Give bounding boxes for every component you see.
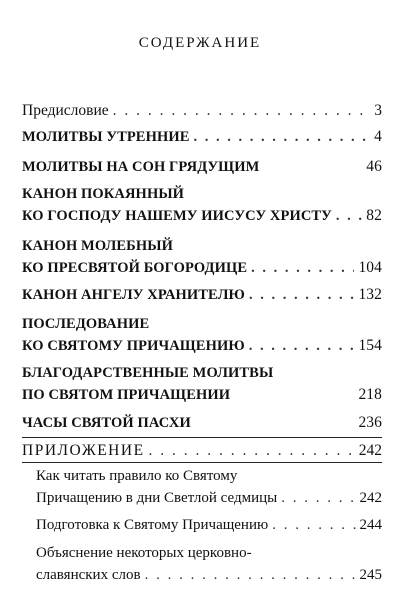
- toc-heading: СОДЕРЖАНИЕ: [138, 35, 262, 51]
- toc-entry-title-line2: славянских слов: [36, 567, 141, 583]
- toc-page-number: 3: [374, 102, 382, 119]
- toc-entry-title-line1: Как читать правило ко Святому: [36, 468, 238, 484]
- toc-entry-thanksgiving-prayers[interactable]: [22, 362, 382, 406]
- toc-page-number: 104: [358, 259, 382, 276]
- toc-entry-preface[interactable]: [22, 100, 382, 122]
- toc-entry-title-line2: Причащению в дни Светлой седмицы: [36, 490, 278, 506]
- toc-page-number: 82: [366, 207, 382, 224]
- toc-entry-title-line2: КО ПРЕСВЯТОЙ БОГОРОДИЦЕ: [22, 260, 248, 276]
- toc-page-number: 154: [358, 337, 382, 354]
- toc-entry-penitential-canon[interactable]: [22, 183, 382, 227]
- dot-leader: [249, 335, 355, 357]
- toc-page-number: 242: [358, 442, 382, 459]
- dot-leader: [149, 440, 355, 462]
- toc-entry-appendix[interactable]: [22, 440, 382, 462]
- toc-page-number: 46: [366, 158, 382, 175]
- toc-page-number: 132: [358, 286, 382, 303]
- toc-entry-paschal-hours[interactable]: [22, 412, 382, 434]
- toc-page-number: 4: [374, 128, 382, 145]
- dot-leader: [145, 564, 356, 586]
- toc-entry-title: Подготовка к Святому Причащению: [36, 517, 269, 533]
- toc-entry-title-line1: ПОСЛЕДОВАНИЕ: [22, 316, 150, 332]
- toc-page-number: 244: [359, 517, 382, 533]
- dot-leader: [336, 205, 362, 227]
- toc-entry-title: КАНОН АНГЕЛУ ХРАНИТЕЛЮ: [22, 287, 245, 303]
- dot-leader: [249, 284, 354, 306]
- dot-leader: [113, 100, 371, 122]
- toc-entry-title-line1: БЛАГОДАРСТВЕННЫЕ МОЛИТВЫ: [22, 365, 274, 381]
- toc-entry-morning-prayers[interactable]: [22, 126, 382, 148]
- section-divider-bottom: [22, 462, 382, 463]
- dot-leader: [251, 257, 354, 279]
- toc-entry-evening-prayers[interactable]: [22, 156, 382, 178]
- toc-subentry-preparation[interactable]: [36, 514, 382, 536]
- toc-subentry-glossary[interactable]: [36, 542, 382, 586]
- dot-leader: [281, 487, 355, 509]
- toc-entry-title: Предисловие: [22, 102, 109, 119]
- dot-leader: [193, 126, 370, 148]
- toc-entry-title: ЧАСЫ СВЯТОЙ ПАСХИ: [22, 415, 191, 431]
- toc-page-number: 236: [358, 414, 382, 431]
- toc-page-number: 242: [359, 490, 382, 506]
- toc-entry-supplicatory-canon[interactable]: [22, 235, 382, 279]
- toc-subentry-bright-week[interactable]: [36, 465, 382, 509]
- dot-leader: [272, 514, 355, 536]
- toc-entry-title-line1: Объяснение некоторых церковно-: [36, 545, 252, 561]
- section-divider-top: [22, 437, 382, 438]
- toc-entry-title: МОЛИТВЫ УТРЕННИЕ: [22, 129, 190, 145]
- toc-entry-title: ПРИЛОЖЕНИЕ: [22, 442, 145, 459]
- toc-entry-title-line2: КО СВЯТОМУ ПРИЧАЩЕНИЮ: [22, 338, 245, 354]
- toc-entry-communion-rule[interactable]: [22, 313, 382, 357]
- toc-entry-title-line2: ПО СВЯТОМ ПРИЧАЩЕНИИ: [22, 387, 231, 403]
- toc-page-number: 245: [359, 567, 382, 583]
- toc-entry-title: МОЛИТВЫ НА СОН ГРЯДУЩИМ: [22, 159, 260, 175]
- toc-entry-title-line2: КО ГОСПОДУ НАШЕМУ ИИСУСУ ХРИСТУ: [22, 208, 332, 224]
- toc-entry-guardian-angel-canon[interactable]: [22, 284, 382, 306]
- toc-page-number: 218: [358, 386, 382, 403]
- toc-entry-title-line1: КАНОН МОЛЕБНЫЙ: [22, 238, 173, 254]
- toc-entry-title-line1: КАНОН ПОКАЯННЫЙ: [22, 186, 185, 202]
